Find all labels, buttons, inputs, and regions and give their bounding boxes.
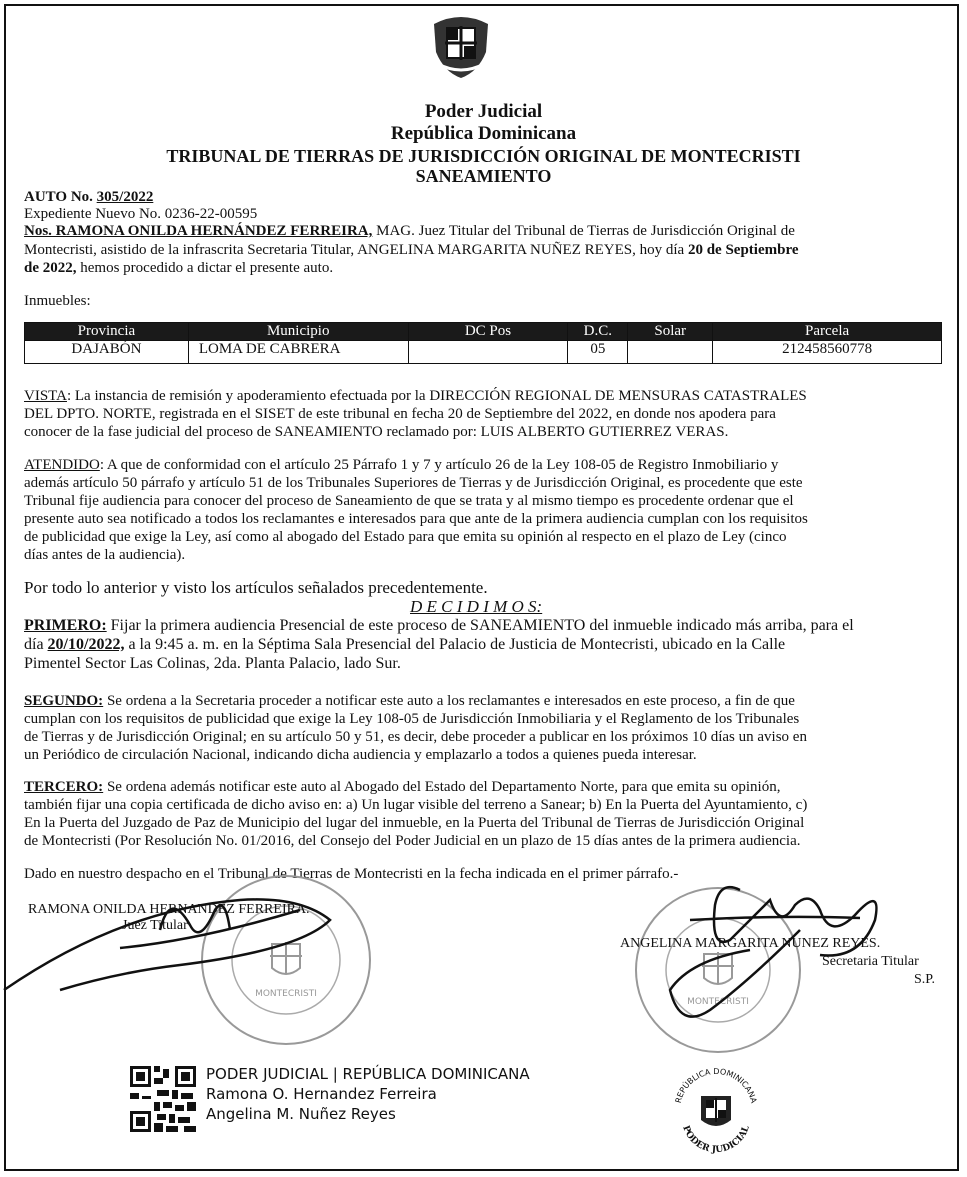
atendido-line-5: de publicidad que exige la Ley, así como al abogado del Estado para que emita su opinión al respecto en el plazo de Ley (cinco [24, 529, 787, 545]
segundo-text: Se ordena a la Secretaria proceder a notificar este auto a los reclamantes e interesados en este proceso, a fin de que [103, 693, 795, 709]
intro-line-1 [24, 222, 795, 240]
footer-line-2: Ramona O. Hernandez Ferreira [206, 1085, 437, 1103]
qr-code-icon [130, 1066, 196, 1132]
secretary-signature-title: Secretaria Titular [822, 954, 919, 969]
cell-municipio: LOMA DE CABRERA [188, 341, 408, 364]
coat-of-arms-icon [428, 12, 494, 82]
inmuebles-label: Inmuebles: [24, 293, 91, 309]
dado-line: Dado en nuestro despacho en el Tribunal de Tierras de Montecristi en la fecha indicada en el primer párrafo.- [24, 866, 679, 882]
atendido-label: ATENDIDO [24, 457, 100, 473]
primero-text: día [24, 636, 48, 653]
header-line-4: SANEAMIENTO [415, 166, 552, 186]
vista-line-3: conocer de la fase judicial del proceso de SANEAMIENTO reclamado por: LUIS ALBERTO GUTIERREZ VERAS. [24, 424, 729, 440]
vista-line-2: DEL DPTO. NORTE, registrada en el SISET de este tribunal en fecha 20 de Septiembre del 2022, en donde nos apodera para [24, 406, 776, 422]
seal-city-text: MONTECRISTI [255, 989, 317, 999]
primero-line-2 [24, 635, 785, 654]
poder-judicial-seal-icon [666, 1060, 766, 1160]
hearing-date: 20/10/2022, [47, 636, 125, 653]
vista-text: : La instancia de remisión y apoderamiento efectuada por la DIRECCIÓN REGIONAL DE MENSURAS CATASTRALES [66, 388, 807, 404]
primero-line-1 [24, 616, 854, 635]
tercero-label: TERCERO: [24, 779, 104, 795]
secretary-handwritten-signature [620, 860, 900, 1030]
intro-text: hemos procedido a dictar el presente auto. [76, 260, 334, 276]
vista-label: VISTA [24, 388, 67, 404]
tercero-line-3: En la Puerta del Juzgado de Paz de Municipio del lugar del inmueble, en la Puerta del Tribunal de Tierras de Jurisdicción Original [24, 815, 805, 831]
atendido-text: : A que de conformidad con el artículo 25 Párrafo 1 y 7 y artículo 26 de la Ley 108-05 de Registro Inmobiliario y [99, 457, 779, 473]
atendido-line-3: Tribunal fije audiencia para conocer del proceso de Saneamiento de que se trata y al mismo tiempo es procedente ordenar que el [24, 493, 794, 509]
auto-number [24, 188, 153, 206]
footer-line-1: PODER JUDICIAL | REPÚBLICA DOMINICANA [206, 1065, 530, 1083]
segundo-line-1 [24, 692, 795, 710]
segundo-line-3: de Tierras y de Jurisdicción Original; en su artículo 50 y 51, es decir, debe proceder a publicar en los próximos 10 días un aviso en [24, 729, 807, 745]
vista-line-1 [24, 387, 807, 405]
column-header: Provincia [25, 323, 189, 341]
primero-text: Fijar la primera audiencia Presencial de este proceso de SANEAMIENTO del inmueble indicado más arriba, para el [106, 617, 854, 634]
seal-city-text: MONTECRISTI [687, 997, 749, 1007]
primero-line-3: Pimentel Sector Las Colinas, 2da. Planta Palacio, lado Sur. [24, 655, 401, 672]
cell-provincia: DAJABÓN [25, 341, 189, 364]
table-header-row [25, 323, 942, 341]
decidimos-heading: D E C I D I M O S: [410, 597, 543, 616]
seal-bottom-text: PODER JUDICIAL [680, 1124, 752, 1156]
column-header: Parcela [713, 323, 942, 341]
por-todo: Por todo lo anterior y visto los artículos señalados precedentemente. [24, 578, 488, 597]
intro-text: MAG. Juez Titular del Tribunal de Tierras de Jurisdicción Original de [372, 223, 795, 239]
segundo-label: SEGUNDO: [24, 693, 104, 709]
secretary-signature-sp: S.P. [914, 972, 936, 987]
intro-date: 20 de Septiembre [687, 242, 799, 258]
column-header: DC Pos [408, 323, 568, 341]
header-line-1: Poder Judicial [424, 101, 543, 122]
secretary-signature-name: ANGELINA MARGARITA NUNEZ REYES. [620, 936, 881, 951]
atendido-line-4: presente auto sea notificado a todos los reclamantes e interesados para que ante de la primera audiencia cumplan con los requisitos [24, 511, 808, 527]
segundo-line-4: un Periódico de circulación Nacional, indicando dicha audiencia y emplazarlo a todos a quienes pueda interesar. [24, 747, 697, 763]
header-line-3: TRIBUNAL DE TIERRAS DE JURISDICCIÓN ORIGINAL DE MONTECRISTI [166, 146, 801, 166]
cell-dc: 05 [568, 341, 628, 364]
column-header: Municipio [188, 323, 408, 341]
cell-dc-pos [408, 341, 568, 364]
column-header: D.C. [568, 323, 628, 341]
atendido-line-6: días antes de la audiencia). [24, 547, 186, 563]
judge-handwritten-signature [0, 870, 420, 1010]
expediente: Expediente Nuevo No. 0236-22-00595 [24, 206, 258, 222]
cell-solar [628, 341, 713, 364]
auto-number-value: 305/2022 [96, 189, 154, 205]
tercero-line-2: también fijar una copia certificada de dicho aviso en: a) Un lugar visible del terreno a Sanear; b) En la Puerta del Ayuntamiento, c) [24, 797, 808, 813]
tercero-line-4: de Montecristi (Por Resolución No. 01/2016, del Consejo del Poder Judicial en un plazo de 15 días antes de la primera audiencia. [24, 833, 801, 849]
judge-signature-name: RAMONA ONILDA HERNANDEZ FERREIRA. [28, 902, 310, 917]
intro-line-3 [24, 259, 333, 277]
tercero-line-1 [24, 778, 780, 796]
atendido-line-2: además artículo 50 párrafo y artículo 51 de los Tribunales Superiores de Tierras y de Jurisdicción Original, es procedente que este [24, 475, 803, 491]
judge-signature-title: Juez Titular [122, 918, 188, 933]
header-line-2: República Dominicana [390, 123, 577, 144]
seal-top-text: REPÚBLICA DOMINICANA [673, 1066, 759, 1105]
atendido-line-1 [24, 456, 778, 474]
judge-name: Nos. RAMONA ONILDA HERNÁNDEZ FERREIRA, [24, 223, 373, 239]
inmuebles-table [24, 322, 942, 364]
tercero-text: Se ordena además notificar este auto al Abogado del Estado del Departamento Norte, para que emita su opinión, [103, 779, 781, 795]
primero-text: a la 9:45 a. m. en la Séptima Sala Presencial del Palacio de Justicia de Montecristi, ubicado en la Calle [124, 636, 786, 653]
intro-line-2 [24, 241, 798, 259]
column-header: Solar [628, 323, 713, 341]
intro-date: de 2022, [24, 260, 77, 276]
intro-text: Montecristi, asistido de la infrascrita Secretaria Titular, ANGELINA MARGARITA NUÑEZ REYES, hoy día [24, 242, 688, 258]
footer-line-3: Angelina M. Nuñez Reyes [206, 1105, 396, 1123]
cell-parcela: 212458560778 [713, 341, 942, 364]
auto-label: AUTO No. [24, 189, 93, 205]
segundo-line-2: cumplan con los requisitos de publicidad que exige la Ley 108-05 de Jurisdicción Inmobiliaria y el Reglamento de los Tribunales [24, 711, 800, 727]
table-row [25, 341, 942, 364]
primero-label: PRIMERO: [24, 617, 107, 634]
